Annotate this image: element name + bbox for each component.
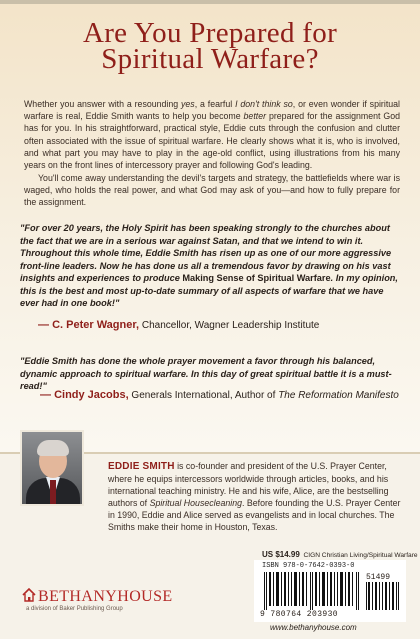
attribution-dash: — bbox=[38, 319, 53, 331]
headline-line-1: Are You Prepared for bbox=[82, 17, 338, 49]
bio-text: . Before founding the U.S. Prayer Center in 1990, Eddie and Alice served as evangelists and in local churches. The Smiths make their home in Houston, Texas. bbox=[108, 498, 401, 532]
quote-book-title: Making Sense of Spiritual Warfare bbox=[182, 273, 331, 283]
intro-text: Whether you answer with a resounding bbox=[24, 99, 182, 109]
headline-line-2: Spiritual Warfare? bbox=[101, 43, 319, 75]
photo-hair bbox=[37, 440, 69, 456]
category: CIGN Christian Living/Spiritual Warfare bbox=[303, 552, 418, 559]
intro-emphasis: yes bbox=[181, 99, 195, 109]
photo-tie bbox=[50, 480, 56, 504]
house-logo-icon bbox=[22, 588, 36, 602]
publisher-division: a division of Baker Publishing Group bbox=[26, 606, 123, 612]
bio-book-title: Spiritual Housecleaning bbox=[149, 498, 243, 508]
price: US $14.99 bbox=[262, 550, 300, 559]
intro-paragraph-1 bbox=[24, 98, 400, 171]
intro-emphasis: I don't think so bbox=[235, 99, 293, 109]
endorser-book: The Reformation Manifesto bbox=[278, 390, 399, 401]
ean-digits: 9 780764 203930 bbox=[260, 610, 339, 619]
intro-text: , or even wonder if spiritual warfare is real, Eddie Smith wants to help you become bbox=[24, 99, 400, 122]
author-bio bbox=[108, 460, 406, 533]
addon-code: 51499 bbox=[366, 573, 391, 582]
intro-paragraph-2: You'll come away understanding the devil's targets and strategy, the battlefields where war is waged, who holds the real power, and what God may ask of you—and how to fully prepare for the assignment. bbox=[24, 173, 400, 208]
publisher-url[interactable]: www.bethanyhouse.com bbox=[270, 623, 357, 632]
addon-barcode bbox=[366, 582, 400, 610]
intro-emphasis: better bbox=[243, 111, 267, 122]
publisher-name: BETHANYHOUSE bbox=[38, 588, 173, 605]
author-photo bbox=[20, 430, 84, 506]
intro-text: , a fearful bbox=[194, 99, 236, 109]
isbn-text: ISBN 978-0-7642-0393-0 bbox=[262, 562, 355, 570]
endorsement-attribution-1 bbox=[38, 319, 319, 331]
endorsement-quote-1 bbox=[20, 222, 402, 310]
price-line bbox=[262, 550, 418, 559]
quote-text: . In my opinion, this is the best and most up-to-date summary of all aspects of warfare that we have ever had in one book!" bbox=[20, 273, 398, 308]
endorser-org: Chancellor, Wagner Leadership Institute bbox=[139, 320, 320, 331]
bio-text: is co-founder and president of the U.S. Prayer Center, where he equips intercessors worldwide through articles, books, and his international teaching ministry. He and his wife, Alice, are the bestselling authors of bbox=[108, 461, 389, 508]
quote-text: "For over 20 years, the Holy Spirit has been speaking strongly to the churches about the fact that we are in a serious war against Satan, and that we intend to win it. Throughout this whole time, Eddie Smith has risen up as one of our more aggressive front-line leaders. Now he has done us all a tremendous favor by drawing on his vast insights and experiences to produce bbox=[20, 223, 392, 283]
endorsement-quote-2: "Eddie Smith has done the whole prayer movement a favor through his balanced, dynamic approach to spiritual warfare. In this day of great spiritual battle it is a must-read!" bbox=[20, 356, 392, 391]
attribution-dash: — bbox=[40, 389, 55, 401]
endorser-name: Cindy Jacobs, bbox=[54, 389, 129, 401]
barcode-box bbox=[254, 560, 406, 622]
endorser-org: Generals International, Author of bbox=[128, 390, 279, 401]
ean-barcode bbox=[264, 572, 360, 610]
endorser-name: C. Peter Wagner, bbox=[52, 319, 140, 331]
author-name: EDDIE SMITH bbox=[108, 461, 175, 472]
intro-text: prepared for the assignment God has for you. In his straightforward, practical style, Eddie cuts through the confusion and clutter often associated with the issue of spiritual warfare. He clearly shows what it is, who is involved, and what part you may have to play in the age-old conflict, using illustrations from his many years on the front lines of intercessory prayer and following God's leading. bbox=[24, 111, 401, 171]
endorsement-attribution-2 bbox=[40, 389, 399, 401]
